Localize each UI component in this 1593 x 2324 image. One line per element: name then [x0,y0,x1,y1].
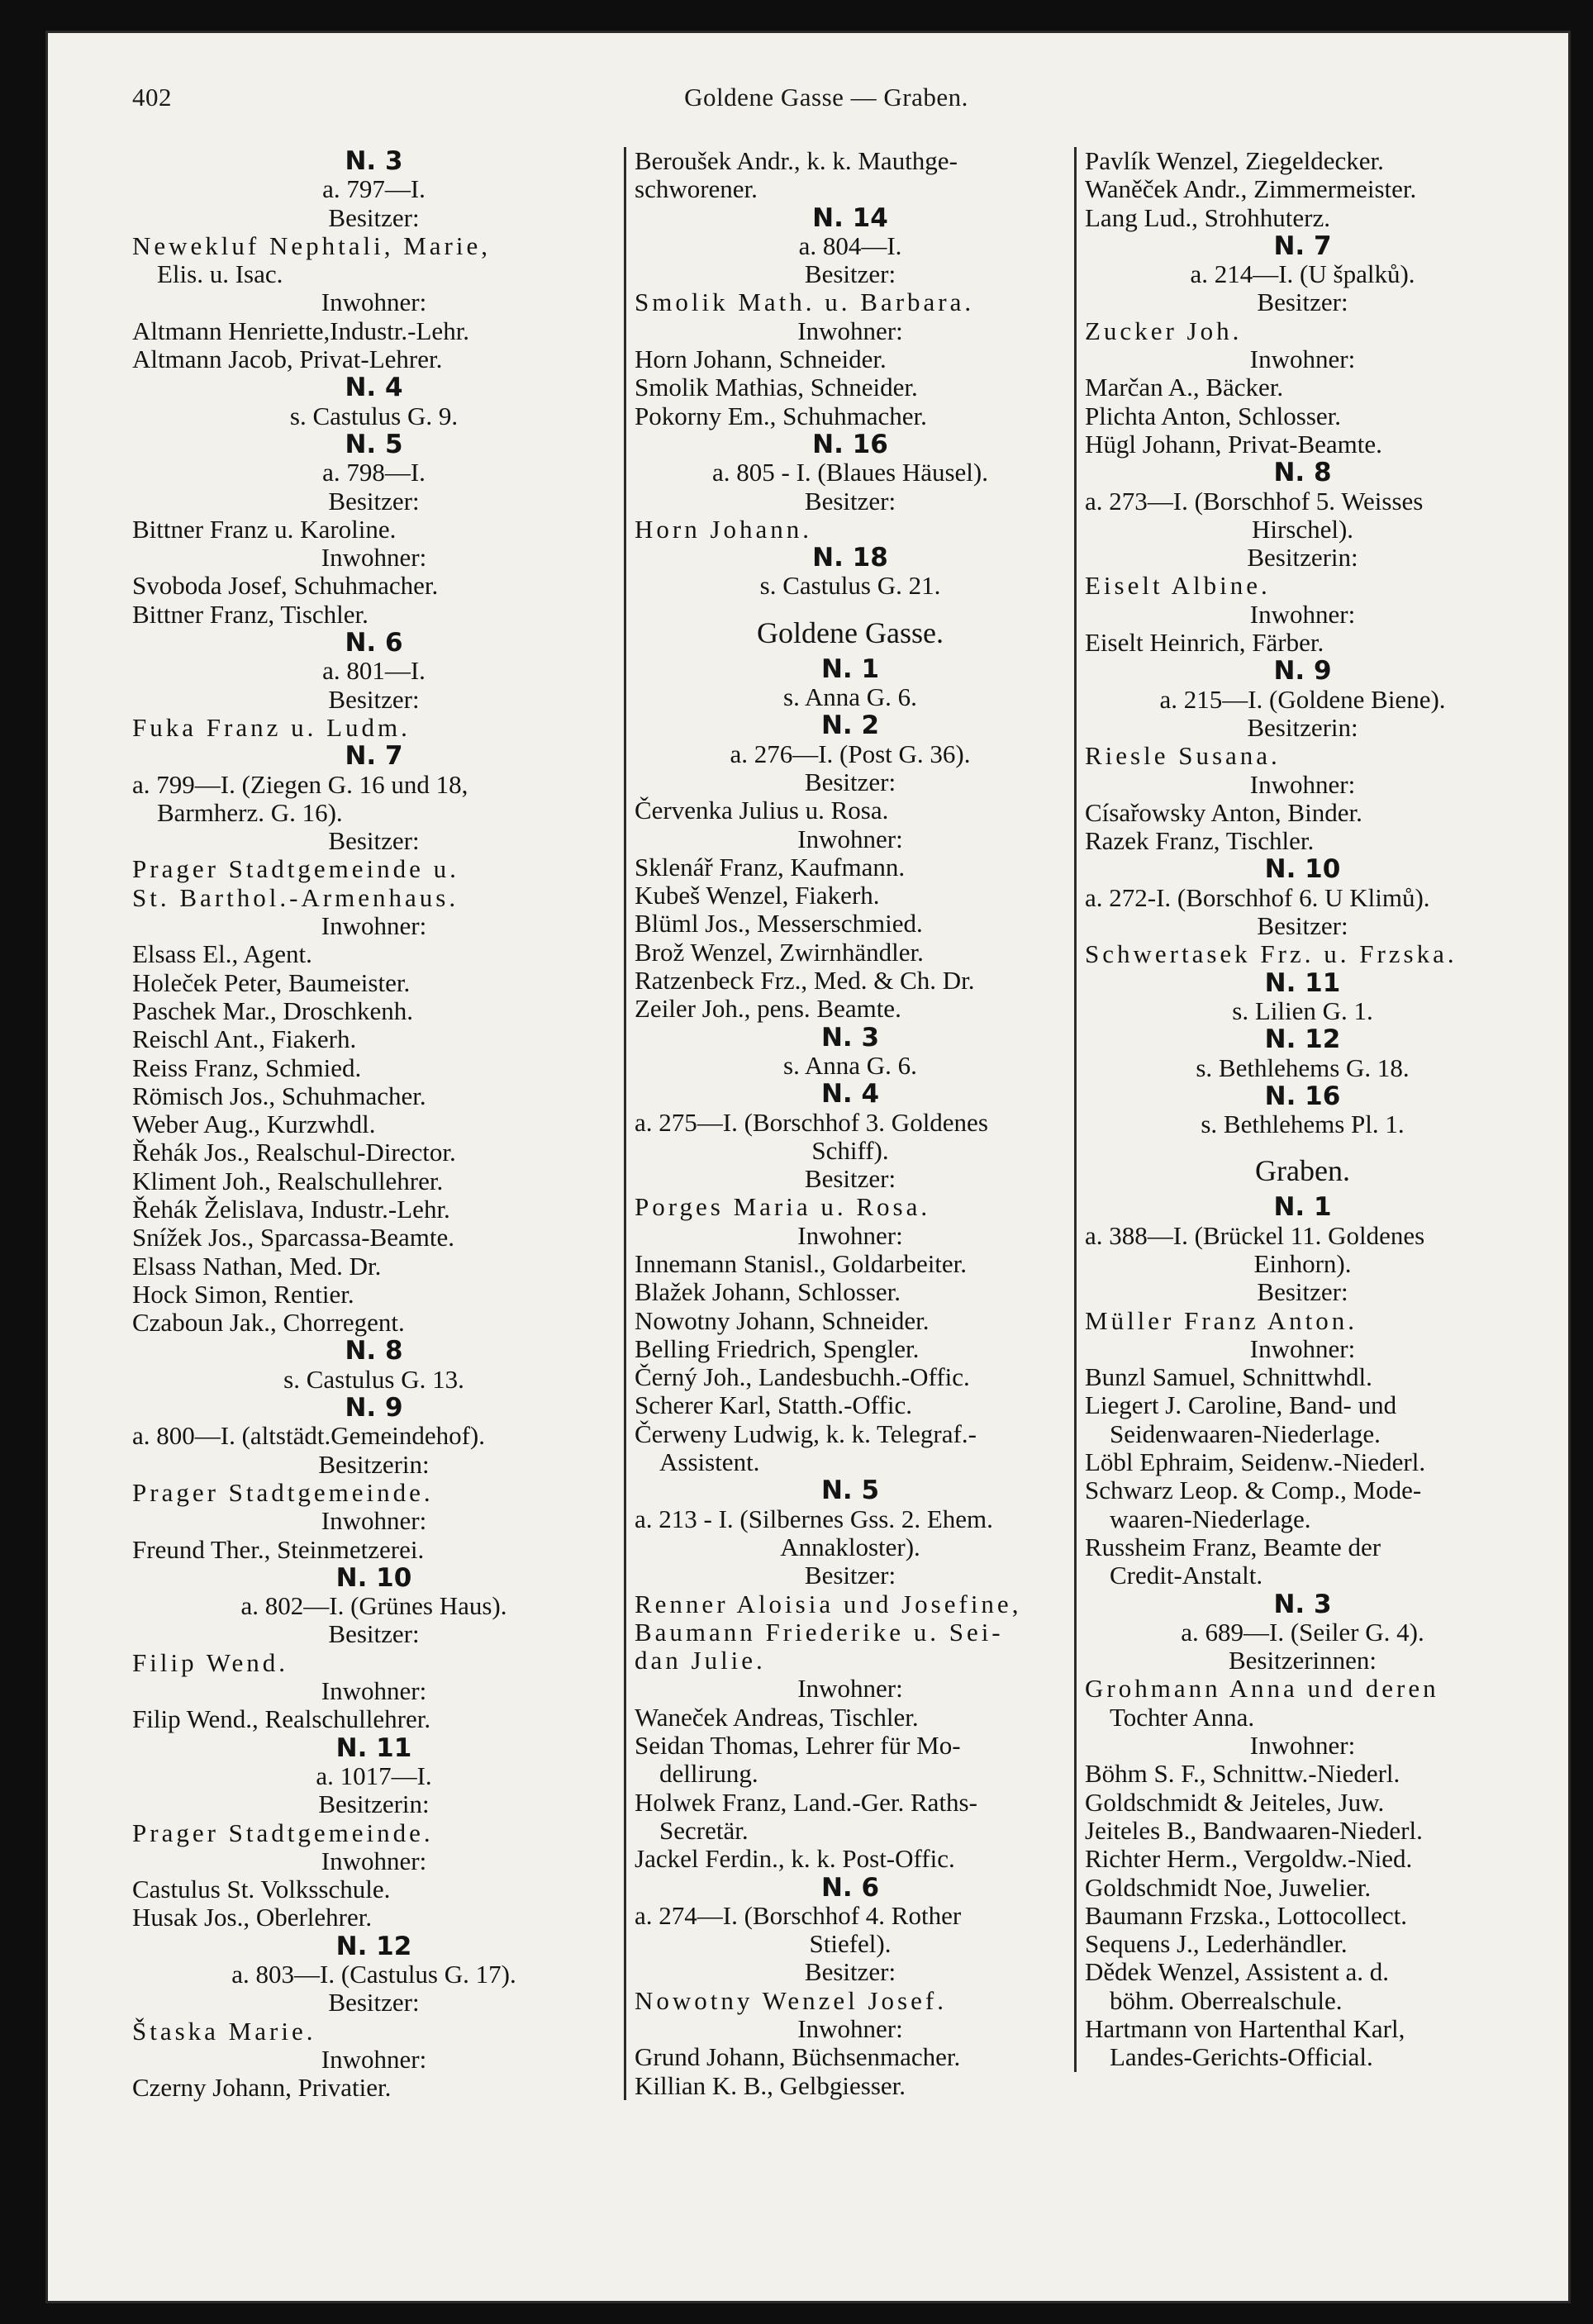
entry-line: Pavlík Wenzel, Ziegeldecker. [1085,147,1384,175]
address-line: a. 802—I. (Grünes Haus). [240,1592,507,1621]
house-number: N. 7 [1273,231,1332,261]
address-line: a. 801—I. [322,657,426,686]
house-number: N. 9 [345,1394,403,1423]
entry-line: Reiss Franz, Schmied. [132,1053,362,1082]
section-label: Inwohner: [321,2045,427,2074]
entry-line: böhm. Oberrealschule. [1110,1986,1343,2015]
house-number: N. 6 [820,1873,880,1902]
address-line: s. Castulus G. 9. [289,402,459,430]
entry-line: Prager Stadtgemeinde. [132,1818,434,1847]
entry-line: Řehák Jos., Realschul-Director. [132,1138,456,1167]
entry-line: Marčan A., Bäcker. [1085,373,1284,402]
entry-line: Baumann Frzska., Lottocollect. [1085,1901,1407,1930]
entry-line: Černý Joh., Landesbuchh.-Offic. [635,1363,970,1392]
section-label: Besitzerin: [318,1790,430,1819]
section-label: Besitzer: [804,487,896,516]
entry-line: Nowotny Wenzel Josef. [635,1986,947,2015]
entry-line: Paschek Mar., Droschkenh. [132,996,414,1025]
section-label: Inwohner: [1249,600,1356,629]
entry-line: Schwarz Leop. & Comp., Mode- [1085,1476,1422,1505]
house-number: N. 9 [1273,657,1332,686]
entry-line: Secretär. [659,1816,749,1845]
entry-line: Husak Jos., Oberlehrer. [132,1903,373,1932]
address-line: s. Bethlehems G. 18. [1196,1053,1410,1082]
entry-line: Goldschmidt & Jeiteles, Juw. [1085,1788,1385,1817]
address-line: a. 272-I. (Borschhof 6. U Klimů). [1085,883,1430,912]
section-label: Inwohner: [1249,1732,1356,1761]
house-number: N. 18 [812,544,888,573]
entry-line: Smolik Mathias, Schneider. [635,373,918,402]
address-line: a. 798—I. [322,459,426,487]
entry-line: Štaska Marie. [132,2017,316,2046]
entry-line: St. Barthol.-Armenhaus. [132,883,459,912]
house-number: N. 12 [1264,1025,1341,1054]
entry-line: Castulus St. Volksschule. [132,1875,391,1904]
house-number: N. 1 [820,654,880,684]
address-line: a. 805 - I. (Blaues Häusel). [711,459,988,487]
entry-line: Brož Wenzel, Zwirnhändler. [635,938,924,967]
entry-line: Beroušek Andr., k. k. Mauthge- [635,147,958,175]
entry-line: Filip Wend. [132,1648,289,1677]
section-label: Inwohner: [797,1221,903,1250]
address-line: a. 273—I. (Borschhof 5. Weisses [1085,487,1424,516]
entry-line: Scherer Karl, Statth.-Offic. [635,1391,913,1420]
section-label: Besitzerinnen: [1228,1647,1377,1675]
entry-line: Zeiler Joh., pens. Beamte. [635,995,901,1024]
entry-line: Fuka Franz u. Ludm. [132,713,411,742]
house-number: N. 4 [820,1080,880,1109]
address-line: a. 275—I. (Borschhof 3. Goldenes [635,1108,988,1137]
entry-line: Waněček Andr., Zimmermeister. [1085,175,1417,204]
entry-line: Assistent. [659,1448,760,1477]
entry-line: Plichta Anton, Schlosser. [1085,402,1341,430]
address-line: s. Castulus G. 21. [759,572,941,601]
section-label: Inwohner: [797,2015,903,2043]
entry-line: Böhm S. F., Schnittw.-Niederl. [1085,1760,1400,1789]
entry-line: Blažek Johann, Schlosser. [635,1278,901,1307]
address-line: s. Anna G. 6. [783,1051,917,1080]
section-label: Besitzer: [328,1620,420,1649]
entry-line: Reischl Ant., Fiakerh. [132,1025,357,1054]
entry-line: Goldschmidt Noe, Juwelier. [1085,1873,1372,1902]
house-number: N. 3 [820,1023,880,1052]
house-number: N. 11 [1264,968,1341,997]
house-number: N. 12 [335,1932,412,1960]
entry-line: Czaboun Jak., Chorregent. [132,1309,405,1338]
section-label: Besitzer: [328,685,420,714]
entry-line: Ratzenbeck Frz., Med. & Ch. Dr. [635,967,975,996]
entry-line: Razek Franz, Tischler. [1085,827,1315,856]
house-number: N. 2 [820,711,880,740]
entry-line: Richter Herm., Vergoldw.-Nied. [1085,1845,1413,1874]
entry-line: Eiselt Heinrich, Färber. [1085,629,1324,658]
section-label: Inwohner: [321,912,427,941]
entry-line: Holwek Franz, Land.-Ger. Raths- [635,1788,977,1817]
house-number: N. 6 [345,629,403,658]
entry-line: Blüml Jos., Messerschmied. [635,910,923,939]
section-label: Inwohner: [797,825,903,853]
entry-line: Riesle Susana. [1085,742,1281,771]
house-number: N. 11 [335,1733,412,1762]
address-line: a. 213 - I. (Silbernes Gss. 2. Ehem. [635,1504,993,1533]
entry-line: Czerny Johann, Privatier. [132,2074,392,2103]
section-label: Inwohner: [797,316,903,345]
entry-line: Barmherz. G. 16). [157,798,343,827]
entry-line: Zucker Joh. [1085,316,1243,345]
entry-line: Hock Simon, Rentier. [132,1280,354,1309]
entry-line: Hartmann von Hartenthal Karl, [1085,2015,1405,2043]
section-label: Inwohner: [321,544,427,573]
address-line: a. 797—I. [322,175,426,204]
section-label: Besitzer: [1257,1278,1348,1307]
address-line: s. Anna G. 6. [783,683,917,712]
entry-line: Löbl Ephraim, Seidenw.-Niederl. [1085,1448,1426,1477]
entry-line: Svoboda Josef, Schuhmacher. [132,572,439,601]
entry-line: Horn Johann. [635,515,813,544]
address-line: s. Bethlehems Pl. 1. [1201,1110,1405,1139]
entry-line: Grohmann Anna und deren [1085,1675,1439,1704]
entry-line: Jeiteles B., Bandwaaren-Niederl. [1085,1816,1423,1845]
entry-line: Altmann Henriette,Industr.-Lehr. [132,316,470,345]
house-number: N. 5 [345,430,403,459]
address-line: a. 1017—I. [316,1761,432,1790]
entry-line: Elsass El., Agent. [132,940,312,969]
entry-line: Landes-Gerichts-Official. [1110,2043,1373,2072]
entry-line: Hügl Johann, Privat-Beamte. [1085,430,1382,459]
entry-line: Baumann Friederike u. Sei- [635,1618,1004,1647]
entry-line: Nowotny Johann, Schneider. [635,1306,930,1335]
entry-line: Killian K. B., Gelbgiesser. [635,2071,906,2100]
house-number: N. 3 [345,147,403,176]
entry-line: Kubeš Wenzel, Fiakerh. [635,882,880,910]
house-number: N. 4 [345,373,403,402]
entry-line: Elis. u. Isac. [157,260,283,289]
column-right [1074,147,1520,2072]
entry-line: Grund Johann, Büchsenmacher. [635,2043,961,2072]
entry-line: dellirung. [659,1760,758,1789]
entry-line: Müller Franz Anton. [1085,1306,1358,1335]
address-line: a. 214—I. (U špalků). [1190,260,1415,289]
address-line: a. 804—I. [798,231,902,260]
house-number: N. 10 [1264,855,1341,884]
address-line: a. 276—I. (Post G. 36). [730,739,971,768]
entry-line: Prager Stadtgemeinde u. [132,855,459,884]
address-line: s. Lilien G. 1. [1232,996,1373,1025]
entry-line: Sequens J., Lederhändler. [1085,1930,1348,1959]
entry-line: Seidenwaaren-Niederlage. [1110,1419,1381,1448]
address-line: a. 803—I. (Castulus G. 17). [231,1960,516,1989]
section-label: Inwohner: [1249,770,1356,799]
entry-line: waaren-Niederlage. [1110,1504,1311,1533]
section-label: Besitzer: [328,487,420,516]
page-number: 402 [132,83,172,112]
entry-line: Seidan Thomas, Lehrer für Mo- [635,1732,961,1761]
entry-line: Elsass Nathan, Med. Dr. [132,1252,382,1281]
entry-line: Císařowsky Anton, Binder. [1085,798,1362,827]
section-label: Inwohner: [1249,345,1356,374]
entry-line: Hirschel). [1251,515,1354,544]
house-number: N. 14 [812,203,888,232]
section-label: Inwohner: [321,1507,427,1536]
column-middle [624,147,1066,2100]
section-label: Besitzerin: [1247,544,1358,573]
address-line: a. 274—I. (Borschhof 4. Rother [635,1901,962,1930]
street-heading: Goldene Gasse. [757,615,944,649]
section-label: Inwohner: [797,1675,903,1704]
section-label: Besitzer: [804,260,896,289]
address-line: s. Castulus G. 13. [283,1365,464,1394]
entry-line: Freund Ther., Steinmetzerei. [132,1535,425,1564]
address-line: a. 689—I. (Seiler G. 4). [1181,1618,1424,1647]
section-label: Besitzer: [328,827,420,856]
section-label: Besitzer: [1257,912,1348,941]
entry-line: schworener. [635,175,758,204]
section-label: Besitzer: [804,1561,896,1590]
section-label: Inwohner: [321,1677,427,1706]
entry-line: Eiselt Albine. [1085,572,1271,601]
house-number: N. 3 [1273,1590,1332,1618]
section-label: Besitzer: [804,1165,896,1194]
entry-line: Renner Aloisia und Josefine, [635,1590,1022,1618]
entry-line: Kliment Joh., Realschullehrer. [132,1167,444,1195]
entry-line: Belling Friedrich, Spengler. [635,1334,920,1363]
entry-line: Porges Maria u. Rosa. [635,1193,931,1222]
entry-line: Schwertasek Frz. u. Frzska. [1085,940,1457,969]
entry-line: Bittner Franz u. Karoline. [132,515,397,544]
house-number: N. 10 [335,1563,412,1593]
entry-line: Holeček Peter, Baumeister. [132,968,411,997]
entry-line: Weber Aug., Kurzwhdl. [132,1110,376,1139]
entry-line: Lang Lud., Strohhuterz. [1085,203,1331,232]
house-number: N. 5 [820,1476,880,1505]
entry-line: Jackel Ferdin., k. k. Post-Offic. [635,1845,955,1874]
section-label: Inwohner: [321,288,427,317]
column-left [132,147,616,2102]
section-label: Besitzer: [328,1989,420,2017]
house-number: N. 7 [345,742,403,771]
entry-line: Červenka Julius u. Rosa. [635,796,889,825]
entry-line: Einhorn). [1253,1249,1352,1278]
entry-line: Annakloster). [780,1533,920,1561]
entry-line: Bittner Franz, Tischler. [132,600,369,629]
entry-line: Smolik Math. u. Barbara. [635,288,975,317]
address-line: a. 215—I. (Goldene Biene). [1159,685,1446,714]
entry-line: Bunzl Samuel, Schnittwhdl. [1085,1363,1372,1392]
entry-line: Waneček Andreas, Tischler. [635,1703,919,1732]
section-label: Besitzerin: [318,1450,430,1479]
entry-line: Filip Wend., Realschullehrer. [132,1705,431,1734]
section-label: Besitzer: [804,1958,896,1987]
section-label: Inwohner: [321,1846,427,1875]
entry-line: Horn Johann, Schneider. [635,345,887,374]
section-label: Besitzerin: [1247,713,1358,742]
house-number: N. 16 [1264,1081,1341,1111]
entry-line: Prager Stadtgemeinde. [132,1478,434,1507]
entry-line: Römisch Jos., Schuhmacher. [132,1081,426,1110]
address-line: a. 388—I. (Brückel 11. Goldenes [1085,1221,1425,1250]
street-heading: Graben. [1255,1154,1350,1188]
entry-line: Newekluf Nephtali, Marie, [132,231,491,260]
entry-line: dan Julie. [635,1647,766,1675]
entry-line: Sklenář Franz, Kaufmann. [635,853,906,882]
section-label: Besitzer: [1257,288,1348,317]
entry-line: Tochter Anna. [1110,1703,1255,1732]
section-label: Besitzer: [328,203,420,232]
house-number: N. 1 [1273,1193,1332,1222]
section-label: Inwohner: [1249,1334,1356,1363]
address-line: a. 799—I. (Ziegen G. 16 und 18, [132,770,468,799]
entry-line: Čerweny Ludwig, k. k. Telegraf.- [635,1419,977,1448]
entry-line: Řehák Želislava, Industr.-Lehr. [132,1195,450,1224]
entry-line: Snížek Jos., Sparcassa-Beamte. [132,1224,454,1252]
address-line: a. 800—I. (altstädt.Gemeindehof). [132,1422,485,1451]
entry-line: Credit-Anstalt. [1110,1561,1263,1590]
entry-line: Altmann Jacob, Privat-Lehrer. [132,345,443,374]
house-number: N. 16 [812,430,888,459]
entry-line: Innemann Stanisl., Goldarbeiter. [635,1249,968,1278]
entry-line: Liegert J. Caroline, Band- und [1085,1391,1397,1420]
entry-line: Russheim Franz, Beamte der [1085,1533,1381,1561]
house-number: N. 8 [345,1337,403,1366]
entry-line: Pokorny Em., Schuhmacher. [635,402,927,430]
running-title: Goldene Gasse — Graben. [684,83,968,112]
entry-line: Stiefel). [809,1930,892,1959]
entry-line: Schiff). [811,1136,889,1165]
entry-line: Dědek Wenzel, Assistent a. d. [1085,1958,1389,1987]
section-label: Besitzer: [804,768,896,796]
page-header [132,83,1520,132]
house-number: N. 8 [1273,459,1332,487]
